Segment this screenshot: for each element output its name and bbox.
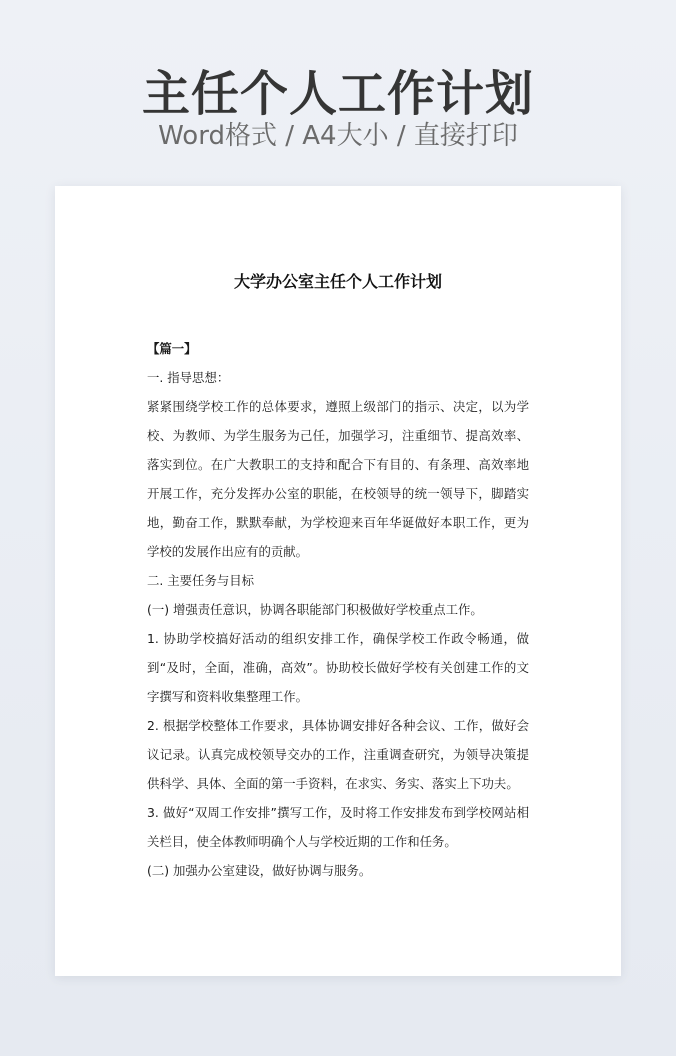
subheading-responsibility: (一) 增强责任意识，协调各职能部门积极做好学校重点工作。 [147, 602, 483, 617]
banner-subtitle: Word格式 / A4大小 / 直接打印 [158, 121, 518, 151]
subheading-office-building: (二) 加强办公室建设，做好协调与服务。 [147, 863, 372, 878]
heading-main-tasks: 二. 主要任务与目标 [147, 573, 255, 588]
paragraph-guiding-thought: 紧紧围绕学校工作的总体要求，遵照上级部门的指示、决定，以为学校、为教师、为学生服务为己任，加强学习，注重细节、提高效率、落实到位。在广大教职工的支持和配合下有目的、有条理、高效率地开展工作，充分发挥办公室的职能，在校领导的统一领导下，脚踏实地，勤奋工作，默默奉献，为学校迎来百年华诞做好本职工作，更为学校的发展作出应有的贡献。 [147, 399, 529, 559]
item-2: 2. 根据学校整体工作要求，具体协调安排好各种会议、工作，做好会议记录。认真完成校领导交办的工作，注重调查研究，为领导决策提供科学、具体、全面的第一手资料，在求实、务实、落实上下功夫。 [147, 718, 529, 791]
heading-guiding-thought: 一. 指导思想： [147, 370, 230, 385]
item-3: 3. 做好“双周工作安排”撰写工作，及时将工作安排发布到学校网站相关栏目，使全体教师明确个人与学校近期的工作和任务。 [147, 805, 529, 849]
section-label: 【篇一】 [147, 341, 197, 356]
document-title: 大学办公室主任个人工作计划 [233, 272, 442, 291]
document-page [55, 186, 621, 976]
item-1: 1. 协助学校搞好活动的组织安排工作，确保学校工作政令畅通，做到“及时，全面，准确，高效”。协助校长做好学校有关创建工作的文字撰写和资料收集整理工作。 [147, 631, 529, 704]
document-body [147, 334, 529, 885]
banner-title: 主任个人工作计划 [141, 66, 534, 122]
